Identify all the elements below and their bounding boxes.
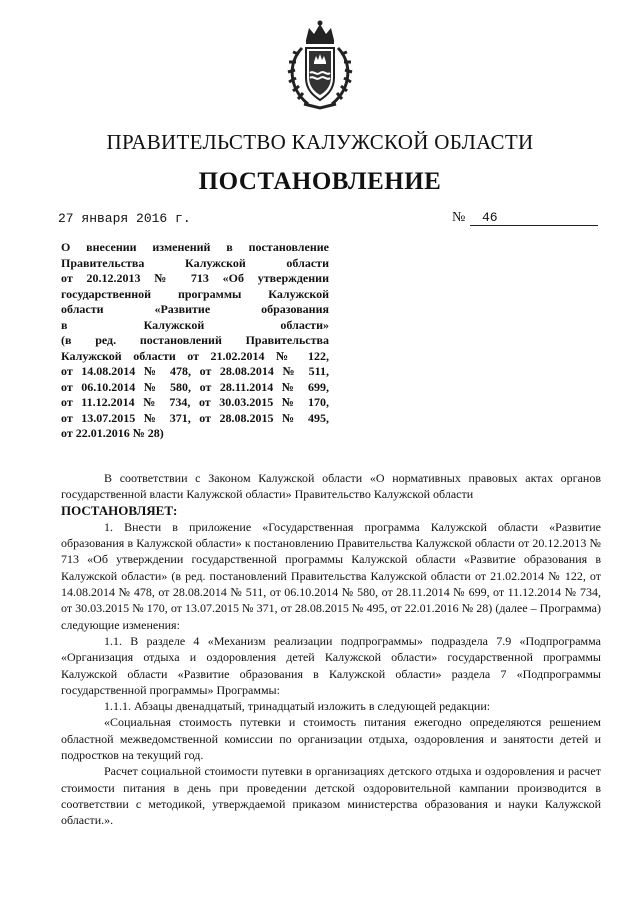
subject-line: государственной программы Калужской <box>61 286 329 301</box>
quote-paragraph-1: «Социальная стоимость путевки и стоимость питания ежегодно определяются решением областной межведомственной комиссии по организации отдыха, оздоровления и занятости детей и подростков на текущий год. <box>61 715 601 763</box>
subject-line: в Калужской области» <box>61 317 329 332</box>
subject-line: Правительства Калужской области <box>61 255 329 270</box>
decree-heading: ПОСТАНОВЛЯЕТ: <box>61 502 178 518</box>
document-subject <box>61 240 329 442</box>
item-1-1-1-paragraph: 1.1.1. Абзацы двенадцатый, тринадцатый изложить в следующей редакции: <box>104 699 491 714</box>
subject-line: от 14.08.2014 № 478, от 28.08.2014 № 511, <box>61 364 329 378</box>
government-title: ПРАВИТЕЛЬСТВО КАЛУЖСКОЙ ОБЛАСТИ <box>106 130 534 154</box>
subject-line: от 06.10.2014 № 580, от 28.11.2014 № 699, <box>61 379 329 394</box>
item-1-1-paragraph: 1.1. В разделе 4 «Механизм реализации подпрограммы» подраздела 7.9 «Подпрограмма «Организация отдыха и оздоровления детей Калужской области» государственной программы Калужской области «Развитие образования в Калужской области» раздела 7 «Подпрограммы государственной программы» Программы: <box>61 633 601 697</box>
coat-of-arms-icon <box>282 18 358 114</box>
subject-line: О внесении изменений в постановление <box>61 240 329 254</box>
subject-line: от 20.12.2013 № 713 «Об утверждении <box>61 271 329 285</box>
document-body <box>61 470 601 829</box>
document-type-heading: ПОСТАНОВЛЕНИЕ <box>198 168 442 195</box>
intro-paragraph: В соответствии с Законом Калужской области «О нормативных правовых актах органов государственной власти Калужской области» Правительство Калужской области <box>61 471 601 502</box>
quote-paragraph-2: Расчет социальной стоимости путевки в организациях детского отдыха и оздоровления и расчет стоимости питания в день при проведении детской оздоровительной кампании производится в соответствии с методикой, утверждаемой приказом министерства образования и науки Калужской области.». <box>61 764 601 828</box>
subject-line: от 13.07.2015 № 371, от 28.08.2015 № 495, <box>61 410 329 425</box>
document-number: 46 <box>470 210 598 226</box>
number-sign: № <box>452 210 466 225</box>
subject-line: области «Развитие образования <box>61 302 329 316</box>
subject-line: (в ред. постановлений Правительства <box>61 333 329 347</box>
subject-line: от 11.12.2014 № 734, от 30.03.2015 № 170, <box>61 395 329 409</box>
subject-line: Калужской области от 21.02.2014 № 122, <box>61 348 329 363</box>
document-date: 27 января 2016 г. <box>58 211 191 226</box>
subject-line: от 22.01.2016 № 28) <box>61 426 164 440</box>
item-1-paragraph: 1. Внести в приложение «Государственная программа Калужской области «Развитие образования в Калужской области» к постановлению Правительства Калужской области от 20.12.2013 № 713 «Об утверждении государственной программы Калужской области «Развитие образования в Калужской области» (в ред. постановлений Правительства Калужской области от 21.02.2014 № 122, от 14.08.2014 № 478, от 28.08.2014 № 511, от 06.10.2014 № 580, от 28.11.2014 № 699, от 11.12.2014 № 734, от 30.03.2015 № 170, от 13.07.2015 № 371, от 28.08.2015 № 495, от 22.01.2016 № 28) (далее – Программа) следующие изменения: <box>61 519 601 632</box>
